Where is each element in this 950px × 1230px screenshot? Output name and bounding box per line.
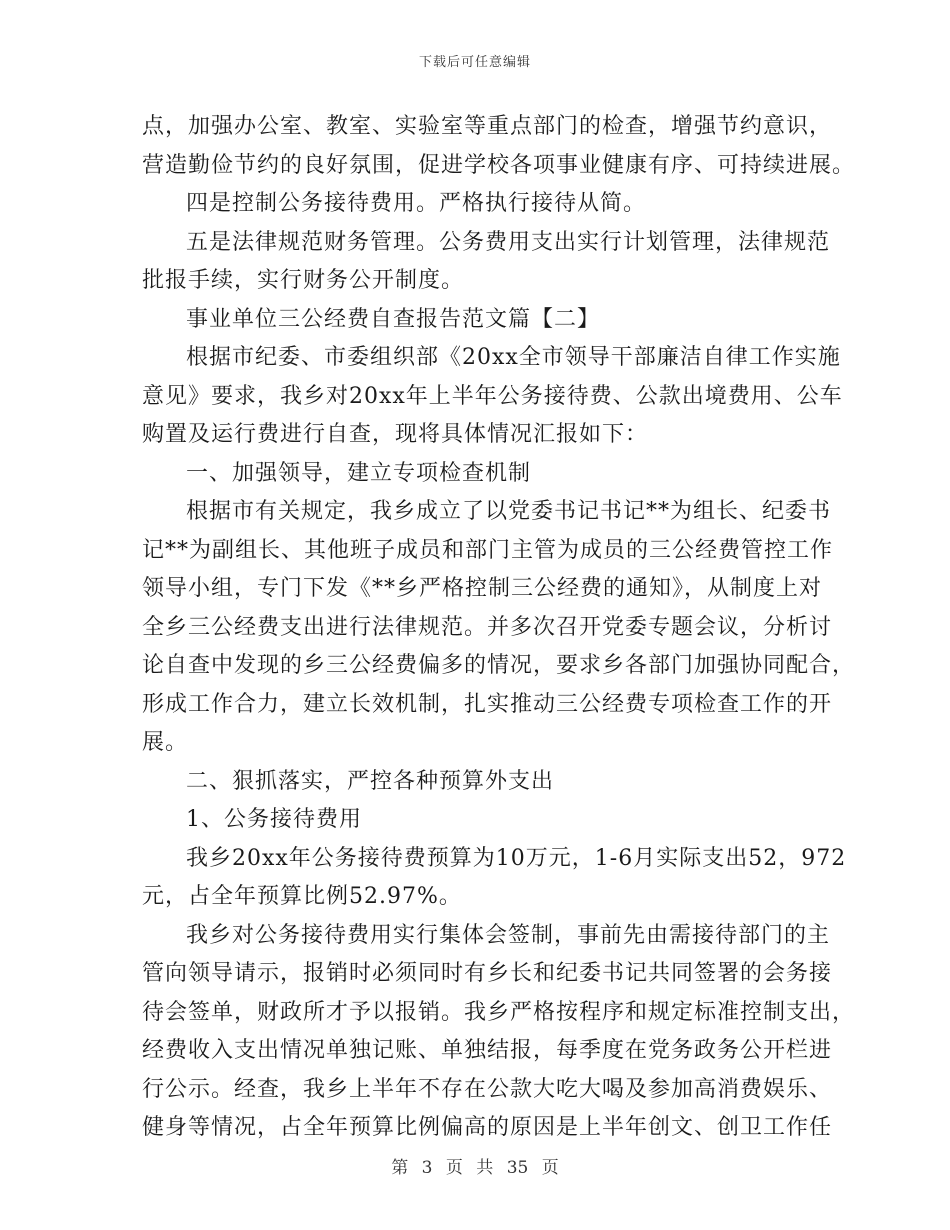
header-note: 下载后可任意编辑: [418, 55, 531, 70]
text-line: 待会签单，财政所才予以报销。我乡严格按程序和规定标准控制支出，: [142, 999, 856, 1025]
page-label-ye-end: 页: [541, 1158, 559, 1178]
text-line: 健身等情况，占全年预算比例偏高的原因是上半年创文、创卫工作任: [142, 1115, 833, 1140]
section-heading: 一、加强领导，建立专项检查机制: [186, 460, 532, 486]
text-line: 四是控制公务接待费用。严格执行接待从简。: [186, 191, 647, 216]
section-heading: 二、狠抓落实，严控各种预算外支出: [186, 768, 555, 794]
text-line: 全乡三公经费支出进行法律规范。并多次召开党委专题会议，分析讨: [142, 614, 833, 640]
text-line: 根据市有关规定，我乡成立了以党委书记书记**为组长、纪委书: [186, 499, 832, 524]
text-line: 元，占全年预算比例52.97%。: [142, 884, 462, 909]
text-line: 根据市纪委、市委组织部《20xx全市领导干部廉洁自律工作实施: [186, 345, 841, 370]
text-line: 我乡对公务接待费用实行集体会签制，事前先由需接待部门的主: [186, 922, 831, 948]
page-label-gong: 共: [476, 1158, 494, 1178]
total-page-number: 35: [506, 1158, 529, 1178]
text-line: 管向领导请示，报销时必须同时有乡长和纪委书记共同签署的会务接: [142, 961, 833, 986]
page-number: [0, 1153, 950, 1178]
subsection-heading: 1、公务接待费用: [186, 807, 362, 832]
text-line: 展。: [142, 730, 189, 755]
text-line: 营造勤俭节约的良好氛围，促进学校各项事业健康有序、可持续进展。: [142, 152, 856, 178]
section-heading: 事业单位三公经费自查报告范文篇【二】: [186, 306, 601, 332]
text-line: 行公示。经查，我乡上半年不存在公款大吃大喝及参加高消费娱乐、: [142, 1076, 833, 1102]
text-line: 论自查中发现的乡三公经费偏多的情况，要求乡各部门加强协同配合，: [142, 653, 856, 678]
text-line: 点，加强办公室、教室、实验室等重点部门的检查，增强节约意识，: [142, 114, 833, 139]
text-line: 批报手续，实行财务公开制度。: [142, 268, 465, 293]
text-line: 我乡20xx年公务接待费预算为10万元，1-6月实际支出52，972: [186, 845, 847, 871]
document-body: [142, 108, 856, 1148]
text-line: 形成工作合力，建立长效机制，扎实推动三公经费专项检查工作的开: [142, 691, 833, 717]
page-label-ye: 页: [445, 1158, 463, 1178]
text-line: 购置及运行费进行自查，现将具体情况汇报如下：: [142, 422, 649, 447]
text-line: 经费收入支出情况单独记账、单独结报，每季度在党务政务公开栏进: [142, 1038, 833, 1063]
text-line: 记**为副组长、其他班子成员和部门主管为成员的三公经费管控工作: [142, 537, 834, 563]
text-line: 领导小组，专门下发《**乡严格控制三公经费的通知》，从制度上对: [142, 576, 823, 601]
text-line: 五是法律规范财务管理。公务费用支出实行计划管理，法律规范: [186, 229, 831, 255]
current-page-number: 3: [421, 1158, 433, 1178]
page-label-di: 第: [391, 1158, 409, 1178]
text-line: 意见》要求，我乡对20xx年上半年公务接待费、公款出境费用、公车: [142, 383, 843, 409]
